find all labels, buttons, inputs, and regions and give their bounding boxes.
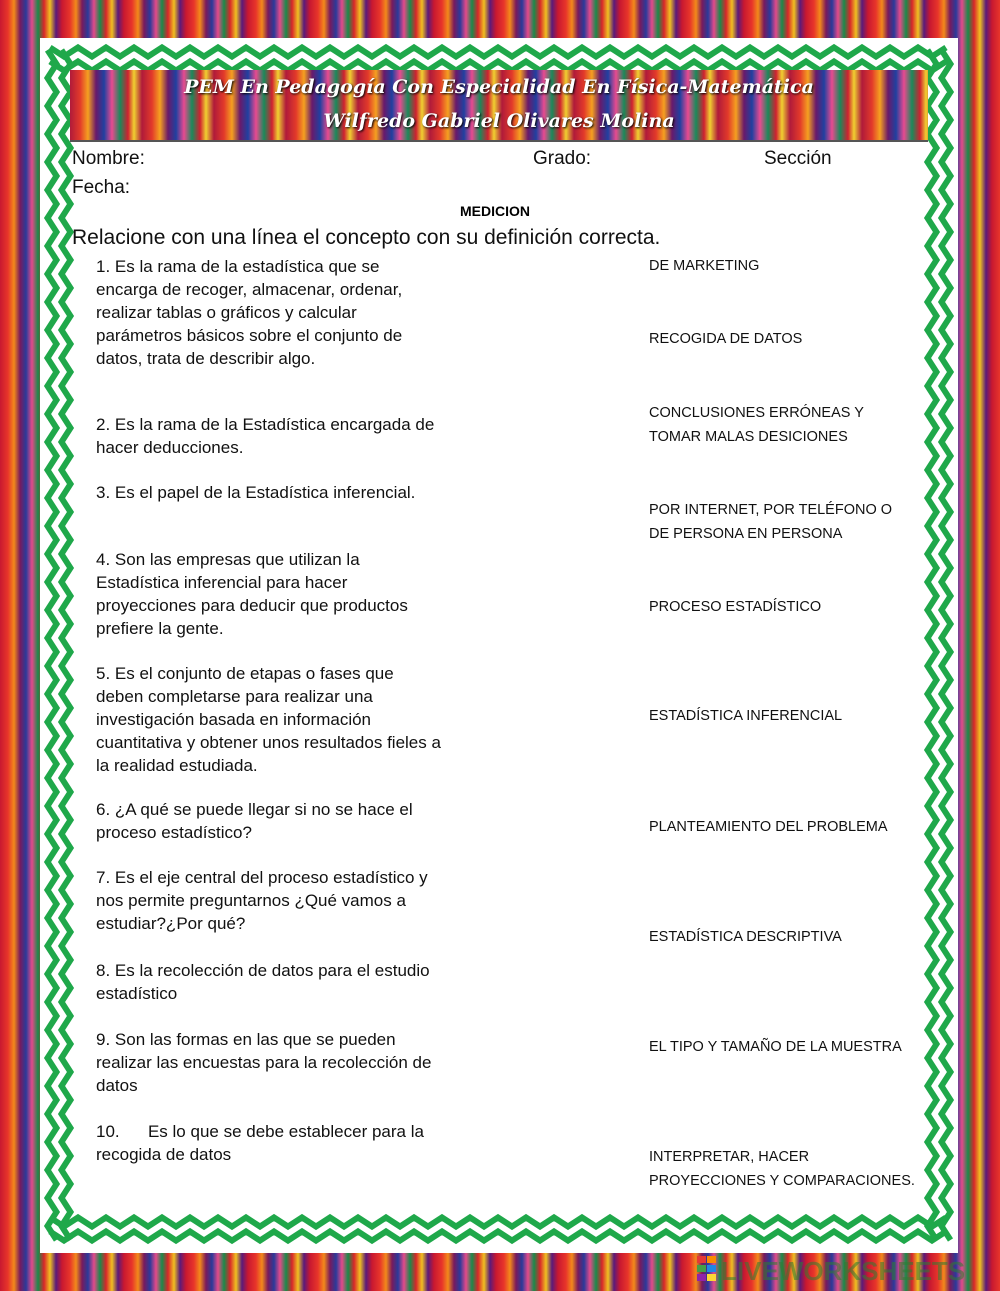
seccion-label: Sección <box>764 148 832 169</box>
question-6: 6. ¿A qué se puede llegar si no se hace el proceso estadístico? <box>96 800 413 842</box>
question-9: 9. Son las formas en las que se pueden realizar las encuestas para la recolección de datos <box>96 1030 432 1095</box>
nombre-label: Nombre: <box>72 148 145 169</box>
answer-9[interactable]: EL TIPO Y TAMAÑO DE LA MUESTRA <box>649 1039 902 1055</box>
answer-4[interactable]: POR INTERNET, POR TELÉFONO O DE PERSONA EN PERSONA <box>649 502 893 542</box>
answer-5[interactable]: PROCESO ESTADÍSTICO <box>649 599 822 615</box>
zigzag-right-outer <box>942 50 951 1240</box>
liveworksheets-logo <box>697 1254 987 1286</box>
question-2: 2. Es la rama de la Estadística encargada de hacer deducciones. <box>96 415 435 457</box>
question-4: 4. Son las empresas que utilizan la Estadística inferencial para hacer proyecciones para deducir que productos prefiere la gente. <box>96 550 408 638</box>
answer-8[interactable]: ESTADÍSTICA DESCRIPTIVA <box>649 929 842 945</box>
worksheet-title: MEDICION <box>460 203 530 219</box>
svg-text:LIVEWORKSHEETS: LIVEWORKSHEETS <box>721 1256 966 1286</box>
header-line-2: Wilfredo Gabriel Olivares Molina <box>323 110 675 132</box>
zigzag-right-inner <box>928 50 937 1240</box>
answer-10[interactable]: INTERPRETAR, HACER PROYECCIONES Y COMPARACIONES. <box>649 1149 915 1189</box>
question-1: 1. Es la rama de la estadística que se encarga de recoger, almacenar, ordenar, realizar tablas o gráficos y calcular parámetros básicos sobre el conjunto de datos, trata de describir algo. <box>96 257 403 368</box>
answer-7[interactable]: PLANTEAMIENTO DEL PROBLEMA <box>649 819 888 835</box>
header-banner <box>70 70 928 142</box>
fecha-label: Fecha: <box>72 177 131 198</box>
question-3: 3. Es el papel de la Estadística inferencial. <box>96 483 416 502</box>
question-10: 10. Es lo que se debe establecer para la recogida de datos <box>96 1122 429 1164</box>
zigzag-bottom-outer <box>50 1232 946 1241</box>
instruction-text: Relacione con una línea el concepto con su definición correcta. <box>72 226 661 249</box>
grado-label: Grado: <box>533 148 592 169</box>
zigzag-left-inner <box>62 50 71 1240</box>
answer-6[interactable]: ESTADÍSTICA INFERENCIAL <box>649 708 843 724</box>
question-8: 8. Es la recolección de datos para el estudio estadístico <box>96 961 430 1003</box>
question-7: 7. Es el eje central del proceso estadístico y nos permite preguntarnos ¿Qué vamos a estudiar?¿Por qué? <box>96 868 428 933</box>
header-line-1: PEM En Pedagogía Con Especialidad En Física-Matemática <box>184 76 814 98</box>
zigzag-top-outer <box>50 48 946 57</box>
question-5: 5. Es el conjunto de etapas o fases que deben completarse para realizar una investigación basada en información cuantitativa y obtener unos resultados fieles a la realidad estudiada. <box>96 664 441 775</box>
answer-1[interactable]: DE MARKETING <box>649 258 760 274</box>
answer-3[interactable]: CONCLUSIONES ERRÓNEAS Y TOMAR MALAS DESICIONES <box>649 405 864 445</box>
zigzag-left-outer <box>48 50 57 1240</box>
zigzag-bottom-inner <box>50 1218 946 1227</box>
answer-2[interactable]: RECOGIDA DE DATOS <box>649 331 803 347</box>
